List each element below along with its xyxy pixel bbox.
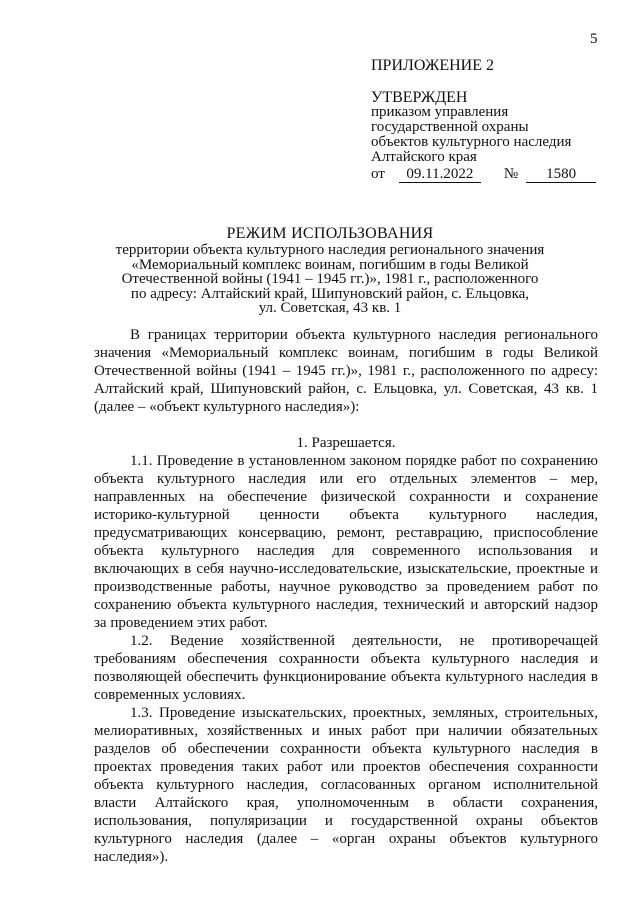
subtitle-line: Отечественной войны (1941 – 1945 гг.)», 1981 г., расположенного	[121, 271, 539, 287]
approval-block	[371, 58, 611, 183]
clause-number: 1.3.	[130, 705, 153, 721]
document-heading	[100, 225, 560, 316]
order-line: государственной охраны	[371, 119, 529, 135]
date-label: от	[371, 166, 385, 182]
clause-text: Ведение хозяйственной деятельности, не противоречащей требованиям обеспечения сохранности объекта культурного наследия и позволяющей обеспечить функционирование объекта культурного наследия в современных условиях.	[94, 633, 598, 703]
document-title: РЕЖИМ ИСПОЛЬЗОВАНИЯ	[226, 225, 434, 242]
order-number: 1580	[526, 167, 596, 183]
clause-text: Проведение в установленном законом порядке работ по сохранению объекта культурного наследия или его отдельных элементов – мер, направленных на обеспечение физической сохранности и сохранение историко-культурной ценности объекта культурного наследия, предусматривающих консервацию, ремонт, реставрацию, приспособление объекта культурного наследия для современного использования и включающих в себя научно-исследовательские, изыскательские, проектные и производственные работы, научное руководство за проведением работ по сохранению объекта культурного наследия, технический и авторский надзор за проведением этих работ.	[94, 453, 598, 631]
approved-label: УТВЕРЖДЕН	[371, 89, 468, 106]
subtitle-line: территории объекта культурного наследия регионального значения	[115, 242, 545, 258]
page-number: 5	[590, 31, 598, 47]
document-body	[94, 326, 598, 866]
clause-1-2	[94, 632, 598, 704]
order-date: 09.11.2022	[399, 167, 481, 183]
clause-text: Проведение изыскательских, проектных, земляных, строительных, мелиоративных, хозяйственных и иных работ при наличии обязательных разделов об обеспечении сохранности объекта культурного наследия в проектах проведения таких работ или проектов обеспечения сохранности объекта культурного наследия, согласованных органом исполнительной власти Алтайского края, уполномоченным в области сохранения, использования, популяризации и государственной охраны объектов культурного наследия (далее – «орган охраны объектов культурного наследия»).	[94, 705, 598, 865]
clause-number: 1.1.	[130, 453, 153, 469]
order-line: Алтайского края	[371, 149, 477, 165]
intro-paragraph: В границах территории объекта культурного наследия регионального значения «Мемориальный комплекс воинам, погибшим в годы Великой Отечественной войны (1941 – 1945 гг.)», 1981 г., расположенного по адресу: Алтайский край, Шипуновский район, с. Ельцовка, ул. Советская, 43 кв. 1 (далее – «объект культурного наследия»):	[94, 327, 598, 415]
number-label: №	[503, 166, 519, 182]
subtitle-line: ул. Советская, 43 кв. 1	[258, 300, 402, 316]
clause-1-1	[94, 452, 598, 632]
subtitle-line: по адресу: Алтайский край, Шипуновский район, с. Ельцовка,	[130, 285, 530, 302]
order-line: объектов культурного наследия	[371, 134, 572, 150]
clause-1-3	[94, 704, 598, 866]
clause-number: 1.2.	[130, 633, 153, 649]
subtitle-line: «Мемориальный комплекс воинам, погибшим в годы Великой	[131, 256, 529, 273]
order-date-number	[371, 167, 611, 183]
order-line: приказом управления	[371, 104, 509, 120]
appendix-title: ПРИЛОЖЕНИЕ 2	[371, 57, 495, 74]
section-heading: 1. Разрешается.	[296, 435, 396, 451]
